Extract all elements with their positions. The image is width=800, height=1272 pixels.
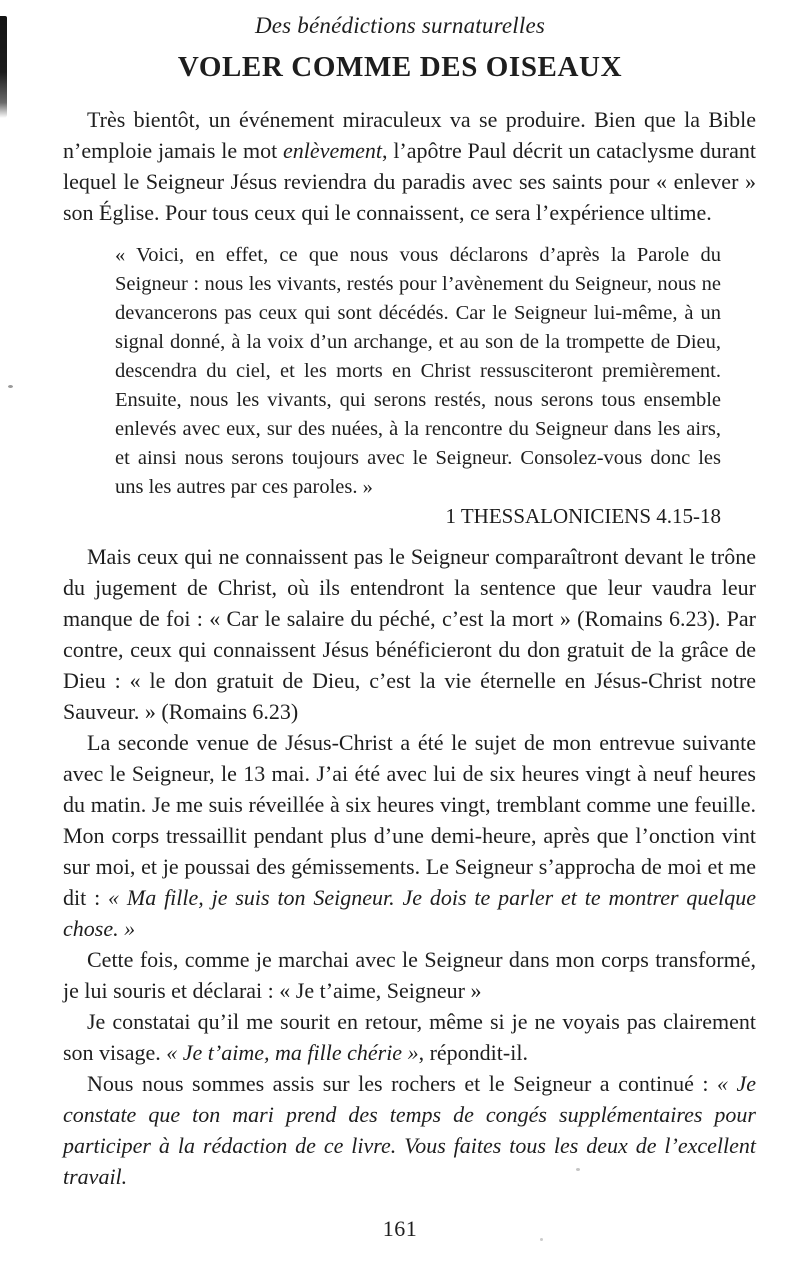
quote-attribution: [115, 502, 721, 531]
italic-text-segment: « Ma fille, je suis ton Seigneur. Je dois te parler et te montrer quelque chose. »: [63, 885, 757, 941]
text-body: [63, 104, 756, 1192]
scan-speck: [576, 1168, 580, 1171]
running-head: Des bénédictions surnaturelles: [254, 13, 546, 38]
text-segment: , l’apôtre Paul décrit un cataclysme durant lequel le Seigneur Jésus reviendra du paradis avec ses saints pour « enlever » son Église. Pour tous ceux qui le connaissent, ce sera l’expérience ultime.: [63, 138, 756, 225]
text-segment: Je constatai qu’il me sourit en retour, même si je ne voyais pas clairement son visage.: [63, 1009, 756, 1065]
text-segment: Nous nous sommes assis sur les rochers et le Seigneur a continué :: [87, 1071, 717, 1096]
text-segment: La seconde venue de Jésus-Christ a été le sujet de mon entrevue suivante avec le Seigneur, le 13 mai. J’ai été avec lui de six heures vingt à neuf heures du matin. Je me suis réveillée à six heures vingt, tremblant comme une feuille. Mon corps tressaillit pendant plus d’une demi-heure, après que l’onction vint sur moi, et je poussai des gémissements. Le Seigneur s’approcha de moi et me dit :: [63, 730, 756, 910]
text-segment: Très bientôt, un événement miraculeux va se produire. Bien que la Bible n’emploie jamais le mot: [63, 107, 756, 163]
text-segment: Mais ceux qui ne connaissent pas le Seigneur comparaîtront devant le trône du jugement de Christ, où ils entendront la sentence que leur vaudra leur manque de foi : « Car le salaire du péché, c’est la mort » (Romains 6.23). Par contre, ceux qui connaissent Jésus bénéficieront du don gratuit de la grâce de Dieu : « le don gratuit de Dieu, c’est la vie éternelle en Jésus-Christ notre Sauveur. » (Romains 6.23): [63, 544, 756, 724]
scan-speck: [8, 385, 13, 388]
italic-text-segment: enlèvement: [283, 138, 382, 163]
scan-artifact-streak: [0, 16, 7, 118]
paragraph: [63, 1006, 756, 1068]
paragraph: [63, 727, 756, 944]
italic-text-segment: « Je t’aime, ma fille chérie »: [166, 1040, 419, 1065]
text-segment: 1 THESSALONICIENS 4.15-18: [445, 504, 721, 528]
text-segment: Cette fois, comme je marchai avec le Seigneur dans mon corps transformé, je lui souris et déclarai : « Je t’aime, Seigneur »: [63, 947, 756, 1003]
paragraph: [63, 1068, 756, 1192]
text-segment: , répondit-il.: [418, 1040, 528, 1065]
italic-text-segment: « Je constate que ton mari prend des temps de congés supplémentaires pour participer à la rédaction de ce livre. Vous faites tous les deux de l’excellent travail.: [63, 1071, 757, 1189]
paragraph: [63, 104, 756, 228]
chapter-title: VOLER COMME DES OISEAUX: [177, 51, 623, 83]
text-segment: « Voici, en effet, ce que nous vous déclarons d’après la Parole du Seigneur : nous les vivants, restés pour l’avènement du Seigneur, nous ne devancerons pas ceux qui sont décédés. Car le Seigneur lui-même, à un signal donné, à la voix d’un archange, et au son de la trompette de Dieu, descendra du ciel, et les morts en Christ ressusciteront premièrement. Ensuite, nous les vivants, qui serons restés, nous serons tous ensemble enlevés avec eux, sur des nuées, à la rencontre du Seigneur dans les airs, et ainsi nous serons toujours avec le Seigneur. Consolez-vous donc les uns les autres par ces paroles. »: [115, 244, 721, 498]
paragraph: [63, 541, 756, 727]
paragraph: [63, 944, 756, 1006]
page-number: 161: [382, 1216, 418, 1241]
quote-block: [115, 241, 721, 502]
